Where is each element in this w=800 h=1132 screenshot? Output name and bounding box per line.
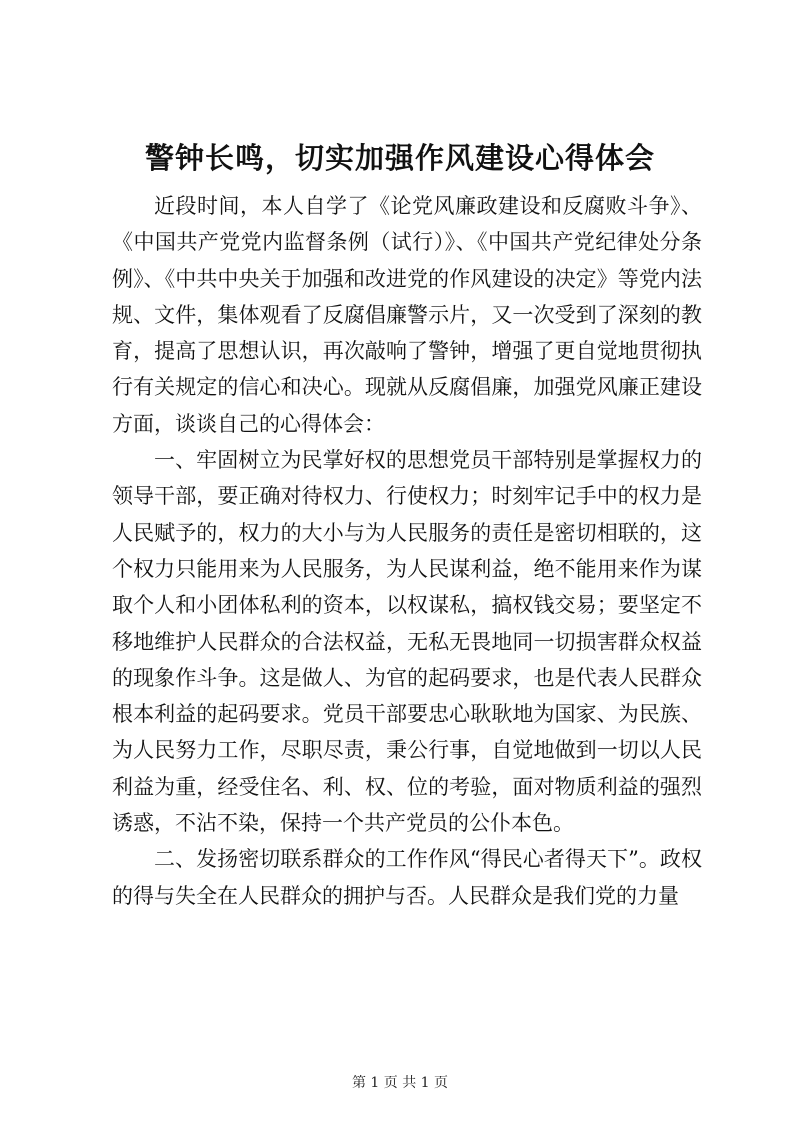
paragraph-section-two: 二、发扬密切联系群众的工作作风“得民心者得天下”。政权的得与失全在人民群众的拥护与否。人民群众是我们党的力量: [112, 847, 702, 908]
page-number-footer: 第 1 页 共 1 页: [351, 1075, 449, 1091]
paragraph-intro: 近段时间，本人自学了《论党风廉政建设和反腐败斗争》、《中国共产党党内监督条例（试行）》、《中国共产党纪律处分条例》、《中共中央关于加强和改进党的作风建设的决定》等党内法规、文件，集体观看了反腐倡廉警示片，又一次受到了深刻的教育，提高了思想认识，再次敲响了警钟，增强了更自觉地贯彻执行有关规定的信心和决心。现就从反腐倡廉，加强党风廉正建设方面，谈谈自己的心得体会：: [112, 194, 702, 436]
document-title: 警钟长鸣，切实加强作风建设心得体会: [144, 141, 655, 175]
paragraph-section-one: 一、牢固树立为民掌好权的思想党员干部特别是掌握权力的领导干部，要正确对待权力、行使权力；时刻牢记手中的权力是人民赋予的，权力的大小与为人民服务的责任是密切相联的，这个权力只能用来为人民服务，为人民谋利益，绝不能用来作为谋取个人和小团体私利的资本，以权谋私，搞权钱交易；要坚定不移地维护人民群众的合法权益，无私无畏地同一切损害群众权益的现象作斗争。这是做人、为官的起码要求，也是代表人民群众根本利益的起码要求。党员干部要忠心耿耿地为国家、为民族、为人民努力工作，尽职尽责，秉公行事，自觉地做到一切以人民利益为重，经受住名、利、权、位的考验，面对物质利益的强烈诱惑，不沾不染，保持一个共产党员的公仆本色。: [112, 448, 702, 836]
document-body: [112, 188, 702, 951]
